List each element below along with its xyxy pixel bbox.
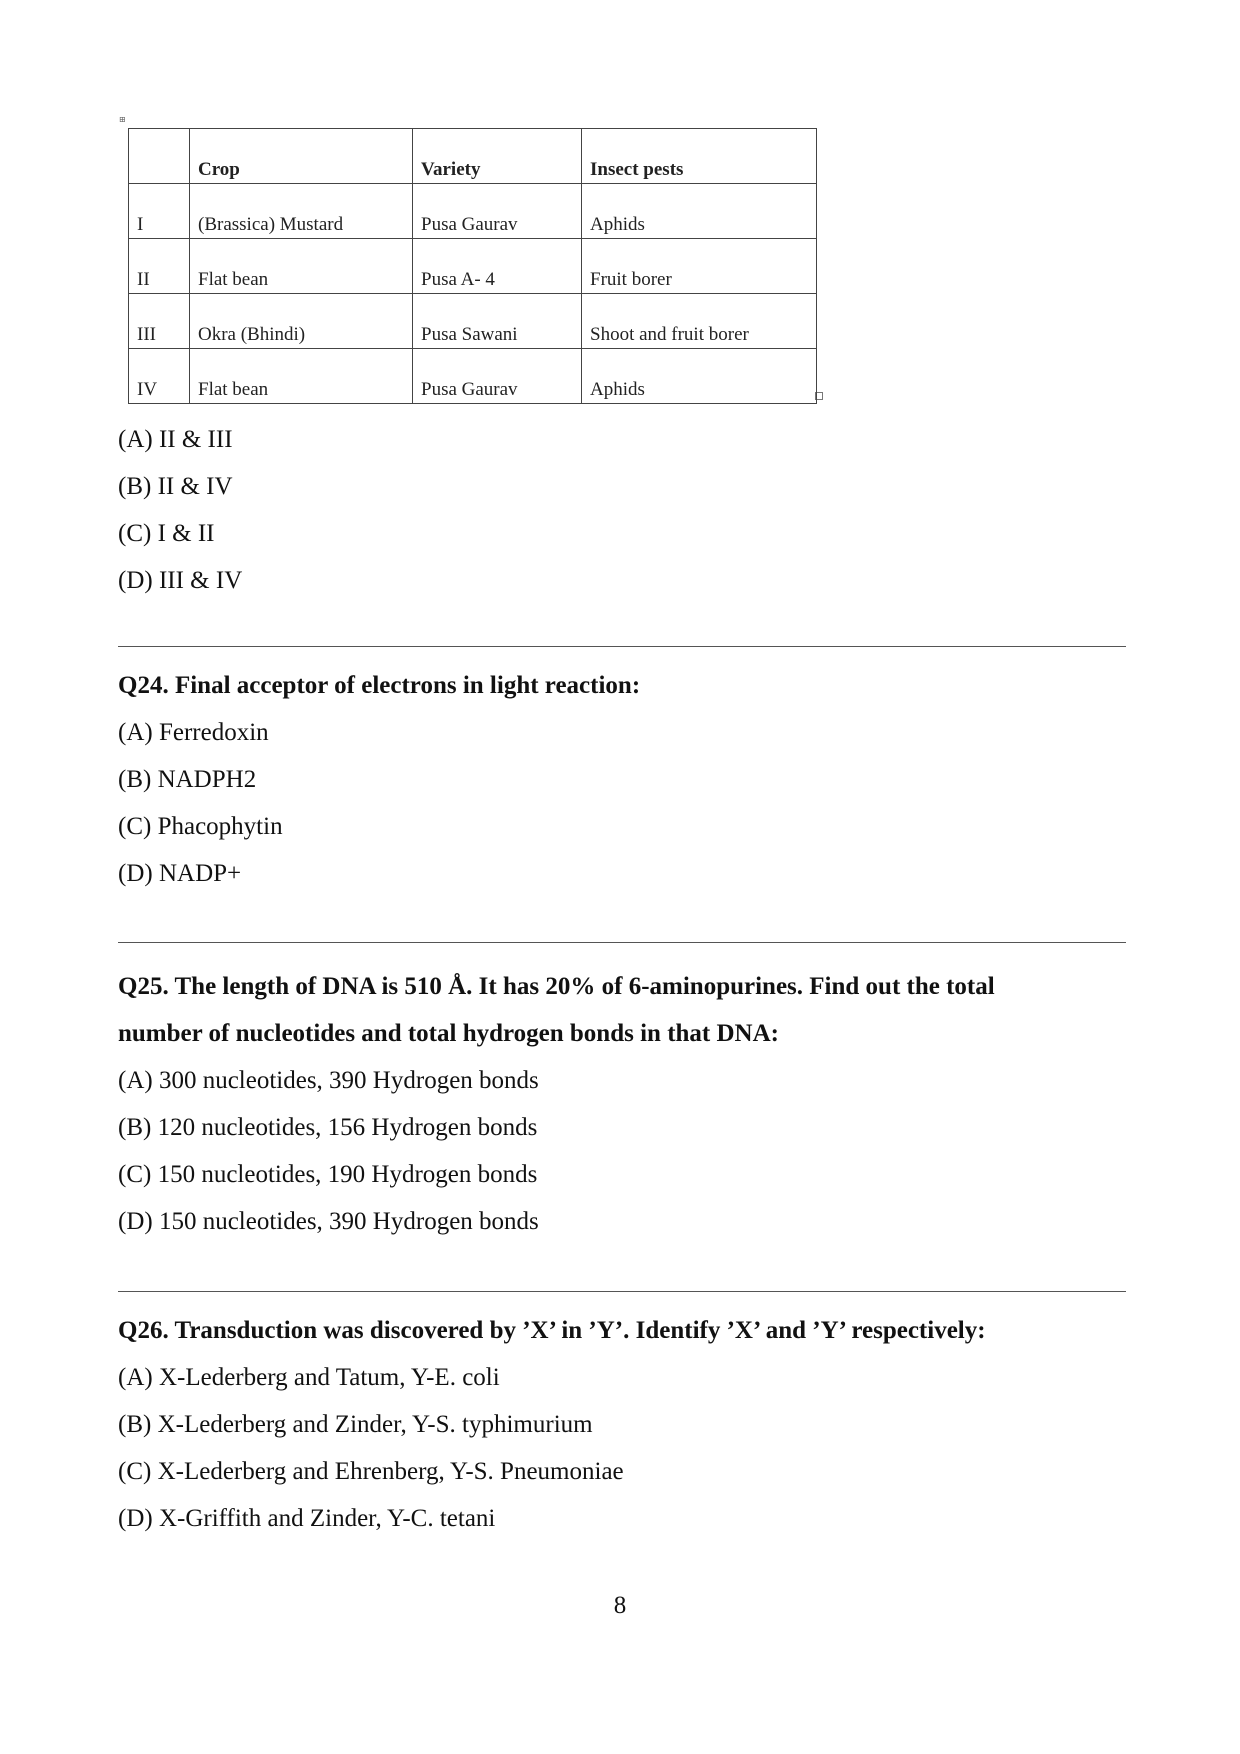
table-cell: IV (129, 349, 190, 404)
table-header-cell: Variety (413, 129, 582, 184)
table-row (129, 184, 817, 239)
option-c: (C) I & II (118, 520, 215, 547)
option-a: (A) II & III (118, 426, 233, 453)
option-c: (C) 150 nucleotides, 190 Hydrogen bonds (118, 1161, 538, 1188)
question-text: Q24. Final acceptor of electrons in light reaction: (118, 672, 641, 699)
option-b: (B) II & IV (118, 473, 233, 500)
table-cell: Pusa Gaurav (413, 349, 582, 404)
separator-line (118, 646, 1126, 647)
table-row (129, 239, 817, 294)
option-a: (A) Ferredoxin (118, 719, 269, 746)
option-b: (B) 120 nucleotides, 156 Hydrogen bonds (118, 1114, 538, 1141)
question-text: Q26. Transduction was discovered by ’X’ in ’Y’. Identify ’X’ and ’Y’ respectively: (118, 1317, 986, 1344)
question-text-line-1: Q25. The length of DNA is 510 Å. It has 20% of 6-aminopurines. Find out the total (118, 973, 995, 1000)
table-cell: III (129, 294, 190, 349)
table-cell: I (129, 184, 190, 239)
table-cell: Shoot and fruit borer (582, 294, 817, 349)
option-c: (C) X-Lederberg and Ehrenberg, Y-S. Pneumoniae (118, 1458, 624, 1485)
separator-line (118, 942, 1126, 943)
table-row (129, 294, 817, 349)
option-d: (D) X-Griffith and Zinder, Y-C. tetani (118, 1505, 496, 1532)
table-header-cell (129, 129, 190, 184)
question-25 (118, 963, 1128, 1245)
option-b: (B) X-Lederberg and Zinder, Y-S. typhimurium (118, 1411, 593, 1438)
table-cell: Okra (Bhindi) (190, 294, 413, 349)
table-header-cell: Insect pests (582, 129, 817, 184)
option-d: (D) NADP+ (118, 860, 242, 887)
question-26 (118, 1307, 1128, 1542)
option-b: (B) NADPH2 (118, 766, 257, 793)
question-24 (118, 662, 1128, 897)
crop-variety-pest-table (128, 128, 817, 404)
table-cell: Pusa A- 4 (413, 239, 582, 294)
option-d: (D) III & IV (118, 567, 243, 594)
page-number: 8 (613, 1592, 627, 1619)
option-c: (C) Phacophytin (118, 813, 283, 840)
table-move-handle-icon[interactable]: ⊞ (119, 115, 126, 124)
table-cell: Flat bean (190, 349, 413, 404)
table-header-cell: Crop (190, 129, 413, 184)
table-cell: II (129, 239, 190, 294)
question-text-line-2: number of nucleotides and total hydrogen bonds in that DNA: (118, 1020, 779, 1047)
separator-line (118, 1291, 1126, 1292)
q23-options (118, 416, 1128, 604)
table-cell: Fruit borer (582, 239, 817, 294)
option-d: (D) 150 nucleotides, 390 Hydrogen bonds (118, 1208, 539, 1235)
table-cell: Pusa Gaurav (413, 184, 582, 239)
table-cell: Flat bean (190, 239, 413, 294)
table-cell: Aphids (582, 184, 817, 239)
table-header-row (129, 129, 817, 184)
option-a: (A) X-Lederberg and Tatum, Y-E. coli (118, 1364, 500, 1391)
table-cell: Pusa Sawani (413, 294, 582, 349)
table-cell: (Brassica) Mustard (190, 184, 413, 239)
option-a: (A) 300 nucleotides, 390 Hydrogen bonds (118, 1067, 539, 1094)
table-cell: Aphids (582, 349, 817, 404)
table-row (129, 349, 817, 404)
